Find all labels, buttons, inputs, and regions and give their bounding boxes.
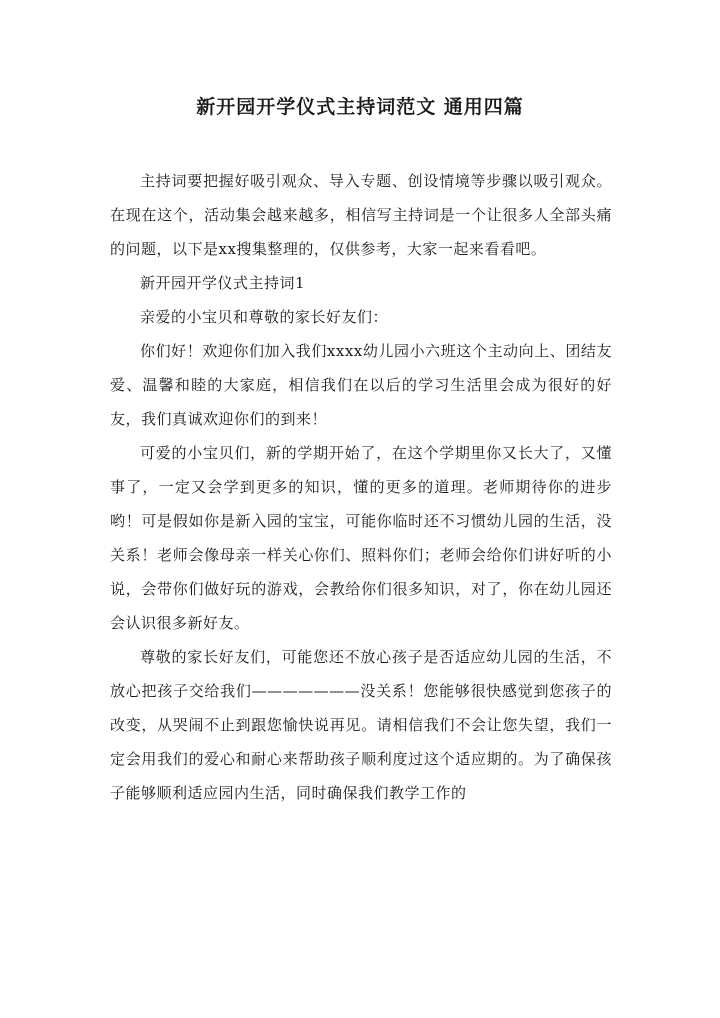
paragraph-parents: 尊敬的家长好友们，可能您还不放心孩子是否适应幼儿园的生活，不放心把孩子交给我们———————没关系！您能够很快感觉到您孩子的改变，从哭闹不止到跟您愉快说再见。请相信我们不会让您失望，我们一定会用我们的爱心和耐心来帮助孩子顺利度过这个适应期的。为了确保孩子能够顺利适应园内生活，同时确保我们教学工作的 [110, 648, 612, 802]
paragraph-children: 可爱的小宝贝们，新的学期开始了，在这个学期里你又长大了，又懂事了，一定又会学到更多的知识，懂的更多的道理。老师期待你的进步哟！可是假如你是新入园的宝宝，可能你临时还不习惯幼儿园的生活，没关系！老师会像母亲一样关心你们、照料你们；老师会给你们讲好听的小说，会带你们做好玩的游戏，会教给你们很多知识，对了，你在幼儿园还会认识很多新好友。 [110, 444, 612, 632]
document-body [110, 164, 612, 810]
paragraph-welcome: 你们好！欢迎你们加入我们xxxx幼儿园小六班这个主动向上、团结友爱、温馨和睦的大家庭，相信我们在以后的学习生活里会成为很好的好友，我们真诚欢迎你们的到来！ [110, 342, 612, 428]
paragraph-intro: 主持词要把握好吸引观众、导入专题、创设情境等步骤以吸引观众。在现在这个，活动集会越来越多，相信写主持词是一个让很多人全部头痛的问题，以下是xx搜集整理的，仅供参考，大家一起来看看吧。 [110, 172, 612, 258]
paragraph-salutation: 亲爱的小宝贝和尊敬的家长好友们： [140, 308, 389, 326]
document-title: 新开园开学仪式主持词范文 通用四篇 [196, 96, 524, 118]
section-heading: 新开园开学仪式主持词1 [140, 274, 306, 292]
